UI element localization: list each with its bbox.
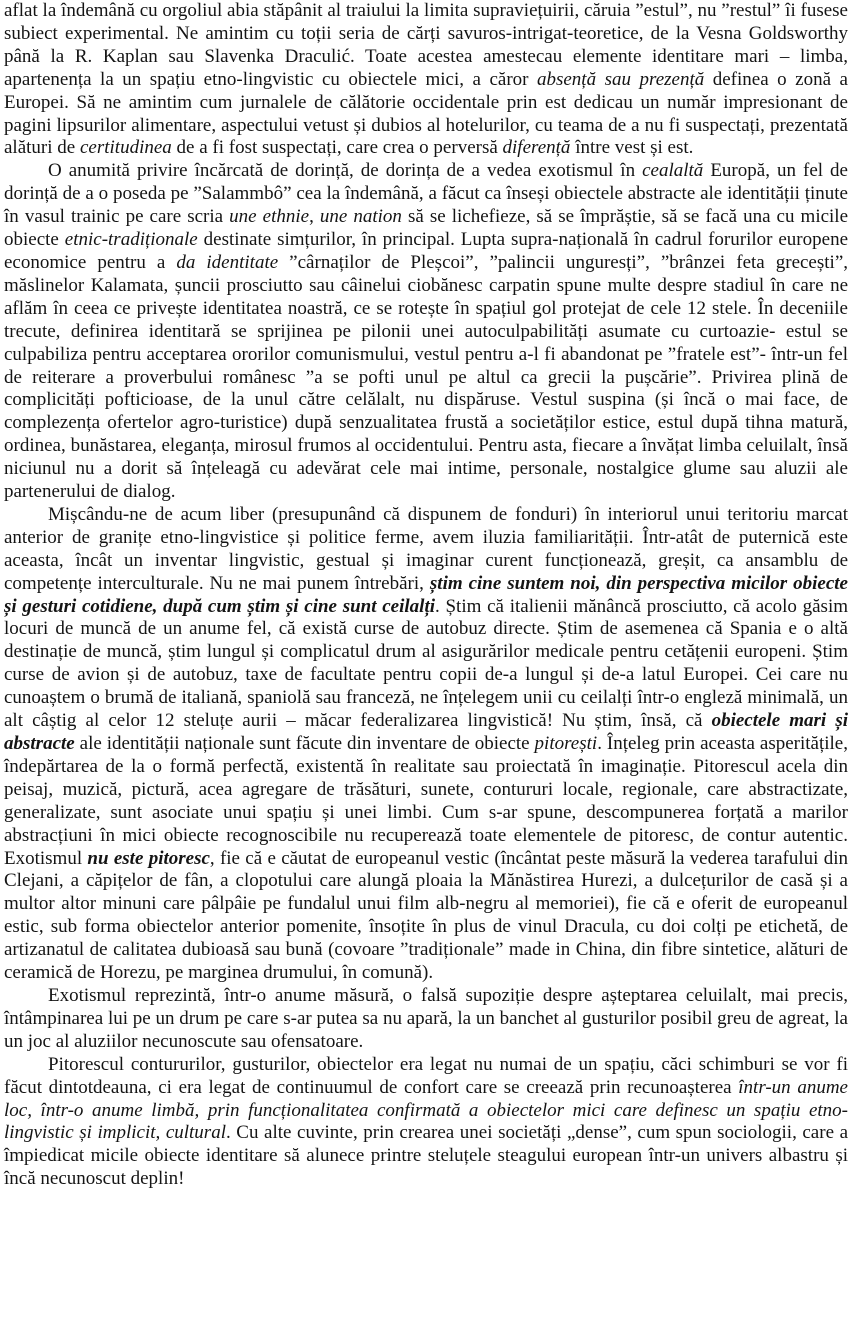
text-run: O anumită privire încărcată de dorință, de dorința de a vedea exotismul în (48, 160, 643, 182)
text-run: ”cârnaților de Pleșcoi”, ”palincii unguresți”, ”brânzei feta grecești”, măslinelor Kalamata, șuncii prosciutto sau câinelui ciobănesc carpatin spune multe despre stadiul în care ne aflăm în ceea ce privește identitatea noastră, ce se rotește în spațiul gol protejat de cele 12 stele. În deceniile trecute, definirea identitară se sprijinea pe pilonii unei autoculpabilități asumate cu curtoazie- estul se culpabiliza pentru acceptarea ororilor comunismului, vestul pentru a-l fi abandonat pe ”fratele est”- într-un fel de reiterare a proverbului românesc ”a se pofti unul pe altul ca grecii la pușcărie”. Privirea plină de complicități pofticioase, de la unul către celălalt, nu dispăruse. Vestul suspina (și încă o mai face, de complezența ofertelor agro-turistice) după senzualitatea frustă a societăților estice, estul după tihna matură, ordinea, bunăstarea, eleganța, mirosul frumos al occidentului. Pentru asta, fiecare a învățat limba celuilalt, însă niciunul nu a dorit să înțeleagă cu adevărat cele mai intime, personale, nostalgice glume sau aluzii ale partenerului de dialog. (4, 251, 849, 503)
text-run: , fie că e căutat de europeanul vestic (încântat peste măsură la vederea tarafului din Clejani, a căpițelor de fân, a clopotului care alungă ploaia la Mănăstirea Hurezi, a dulcețurilor de casă și a multor altor minuni care pâlpâie pe fundalul unui film alb-negru al memoriei), fie că e oferit de europeanul estic, sub forma obiectelor anterior pomenite, însoțite în plus de vinul Dracula, cu doi colți pe etichetă, de artizanatul de calitatea dubioasă sau bună (covoare ”tradiționale” made in China, din fibre sintetice, alături de ceramică de Horezu, pe marginea drumului, în comună). (4, 847, 848, 984)
italic-text-run: certitudinea (79, 137, 172, 159)
bold-italic-text-run: știm cine suntem noi, din perspectiva micilor obiecte și gesturi cotidiene, după cum știm și cine sunt ceilalți (4, 572, 848, 617)
text-run: destinate simțurilor, în principal. Lupta supra-națională în cadrul forurilor europene economice pentru a (4, 229, 848, 273)
italic-text-run: diferență (502, 137, 571, 159)
paragraph-1 (4, 0, 848, 160)
italic-text-run: absență sau prezență (536, 68, 705, 90)
text-run: Mișcându-ne de acum liber (presupunând că dispunem de fonduri) în interiorul unui teritoriu marcat anterior de granițe etno-lingvistice și politice ferme, avem iluzia familiarității. Într-atât de puternică este aceasta, încât un inventar lingvistic, gestual și imaginar curent funcționează, greșit, ca ansamblu de competențe interculturale. Nu ne mai punem întrebări, (4, 503, 848, 594)
text-run: definea o zonă a Europei. Să ne amintim cum jurnalele de călătorie occidentale prin est dedicau un număr impresionant de pagini lipsurilor alimentare, aspectului vetust și dubios al hotelurilor, cu teama de a nu fi suspectați, prezentată alături de (4, 68, 848, 159)
italic-text-run: cealaltă (642, 160, 704, 182)
bold-italic-text-run: nu este pitoresc (87, 847, 210, 869)
paragraph-4 (4, 985, 848, 1054)
text-run: aflat la îndemână cu orgoliul abia stăpânit al traiului la limita supraviețuirii, căruia ”estul”, nu ”restul” îi fusese subiect experimental. Ne amintim cu toții seria de cărți savuros-intrigat-teoretice, de la Vesna Goldsworthy până la R. Kaplan sau Slavenka Draculić. Toate acestea amestecau elemente identitare mari – limba, apartenența la un spațiu etno-lingvistic cu obiectele mici, a căror (4, 0, 848, 90)
text-run: Exotismul reprezintă, într-o anume măsură, o falsă supoziție despre așteptarea celuilalt, mai precis, întâmpinarea lui pe un drum pe care s-ar putea sa nu apară, la un banchet al gusturilor posibil greu de agreat, la un joc al aluziilor necunoscute sau ofensatoare. (4, 984, 848, 1052)
bold-italic-text-run: obiectele mari și abstracte (4, 710, 848, 754)
italic-text-run: une ethnie (229, 206, 310, 228)
text-run: , (309, 206, 320, 228)
text-run: . Cu alte cuvinte, prin crearea unei societăți „dense”, cum spun sociologii, care a împiedicat micile obiecte identitare să alunece printre steluțele steagului european într-un univers albastru și încă necunoscut deplin! (4, 1122, 848, 1190)
italic-text-run: într-un anume loc, într-o anume limbă, prin funcționalitatea confirmată a obiectelor mici care definesc un spațiu etno-lingvistic și implicit, cultural (4, 1076, 848, 1144)
text-run: . Știm că italienii mănâncă prosciutto, că acolo găsim locuri de muncă de un anume fel, că există curse de autobuz directe. Știm de asemenea că Spania e o altă destinație de muncă, știm lungul și complicatul drum al asigurărilor medicale pentru cetățenii europeni. Știm curse de avion și de autobuz, taxe de facultate pentru copii de-a lungul și de-a latul Europei. Cei care nu cunoaștem o brumă de italiană, spaniolă sau franceză, ne înțelegem unii cu ceilalți într-o engleză minimală, un alt câștig al celor 12 steluțe aurii – măcar federalizarea lingvistică! Nu știm, însă, că (4, 595, 849, 732)
text-run: între vest și est. (570, 137, 694, 159)
paragraph-2 (4, 160, 848, 504)
text-run: de a fi fost suspectați, care crea o perversă (171, 137, 503, 159)
italic-text-run: etnic-tradiționale (64, 229, 198, 251)
text-run: să se lichefieze, să se împrăștie, să se facă una cu micile obiecte (4, 206, 849, 251)
italic-text-run: pitorești (534, 733, 598, 754)
italic-text-run: une nation (319, 206, 402, 228)
text-run: Pitorescul contururilor, gusturilor, obiectelor era legat nu numai de un spațiu, căci schimburi se vor fi făcut dintotdeauna, ci era legat de continuumul de confort care se creează prin recunoașterea (4, 1053, 848, 1098)
text-run: ale identității naționale sunt făcute din inventare de obiecte (74, 733, 535, 754)
paragraph-5 (4, 1054, 848, 1191)
text-run: . Înțeleg prin aceasta asperitățile, îndepărtarea de la o formă perfectă, existentă în realitate sau proiectată în imaginație. Pitorescul acela din peisaj, muzică, pictură, acea agregare de trăsături, sunete, contururi locale, regionale, care abstractizate, generalizate, sunt asociate unui spațiu și unei limbi. Cum s-ar spune, descompunerea forțată a marilor abstracțiuni în mici obiecte recognoscibile nu recuperează toate elementele de pitoresc, de contur autentic. Exotismul (4, 733, 848, 869)
paragraph-3 (4, 504, 848, 985)
italic-text-run: da identitate (176, 251, 279, 273)
text-run: Europă, un fel de dorință de a o poseda pe ”Salammbô” cea la îndemână, a făcut ca înseși obiectele abstracte ale identității ținute în vasul trainic pe care scria (4, 160, 848, 228)
